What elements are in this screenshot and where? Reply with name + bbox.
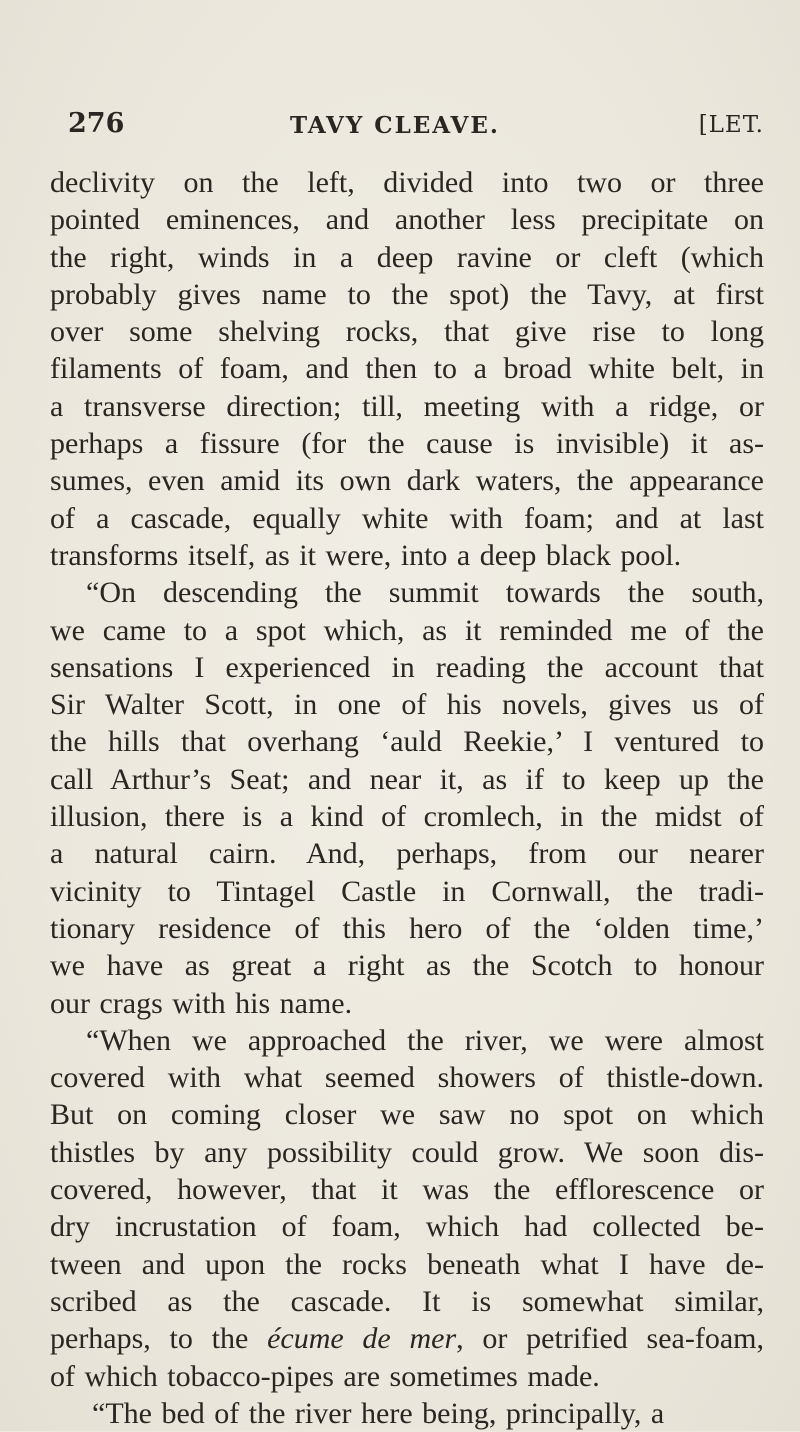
text-line: scribed as the cascade. It is somewhat similar, [50,1284,764,1318]
text-line: of which tobacco-pipes are sometimes made. [50,1359,600,1393]
text-line: pointed eminences, and another less precipitate on [50,203,764,237]
text-line: probably gives name to the spot) the Tavy, at first [50,277,764,311]
text-line-mixed [50,1320,764,1357]
text-line: sensations I experienced in reading the account that [50,650,764,684]
italic-phrase: écume de mer [267,1322,457,1356]
page-header [68,108,764,152]
text-line: a transverse direction; till, meeting with a ridge, or [50,389,764,423]
page-number: 276 [68,108,125,139]
text-line: thistles by any possibility could grow. We soon dis- [50,1135,764,1169]
text-line: we have as great a right as the Scotch to honour [50,949,764,983]
text-line: of a cascade, equally white with foam; and at last [50,501,764,535]
text-line: “When we approached the river, we were almost [86,1023,764,1057]
text-line: filaments of foam, and then to a broad white belt, in [50,352,764,386]
text-line: vicinity to Tintagel Castle in Cornwall, the tradi- [50,874,764,908]
body-text [50,164,764,1432]
text-line: covered, however, that it was the efflorescence or [50,1173,764,1207]
text-line: covered with what seemed showers of thistle-down. [50,1061,764,1095]
text-line: “On descending the summit towards the south, [86,576,764,610]
text-line: the hills that overhang ‘auld Reekie,’ I ventured to [50,725,764,759]
text-line: But on coming closer we saw no spot on which [50,1098,764,1132]
text-line: Sir Walter Scott, in one of his novels, gives us of [50,688,764,722]
text-line: the right, winds in a deep ravine or cleft (which [50,240,764,274]
text-line: perhaps a fissure (for the cause is invisible) it as- [50,427,764,461]
text-line: tween and upon the rocks beneath what I have de- [50,1247,764,1281]
text-line: call Arthur’s Seat; and near it, as if to keep up the [50,762,764,796]
text-line: our crags with his name. [50,986,353,1020]
text-line: sumes, even amid its own dark waters, the appearance [50,464,764,498]
text-line: a natural cairn. And, perhaps, from our nearer [50,837,764,871]
text-line: over some shelving rocks, that give rise to long [50,315,764,349]
text-line: transforms itself, as it were, into a deep black pool. [50,538,682,572]
text-line: we came to a spot which, as it reminded me of the [50,613,764,647]
text-line: declivity on the left, divided into two or three [50,166,764,199]
text-line: illusion, there is a kind of cromlech, in the midst of [50,800,764,834]
text-line: dry incrustation of foam, which had collected be- [50,1210,764,1244]
running-title: TAVY CLEAVE. [290,112,500,139]
text-fragment: , or petrified sea-foam, [456,1322,764,1356]
text-fragment: perhaps, to the [50,1322,268,1356]
text-line: “The bed of the river here being, principally, a [92,1396,665,1430]
text-line: tionary residence of this hero of the ‘olden time,’ [50,911,764,945]
section-mark: [LET. [698,112,764,138]
